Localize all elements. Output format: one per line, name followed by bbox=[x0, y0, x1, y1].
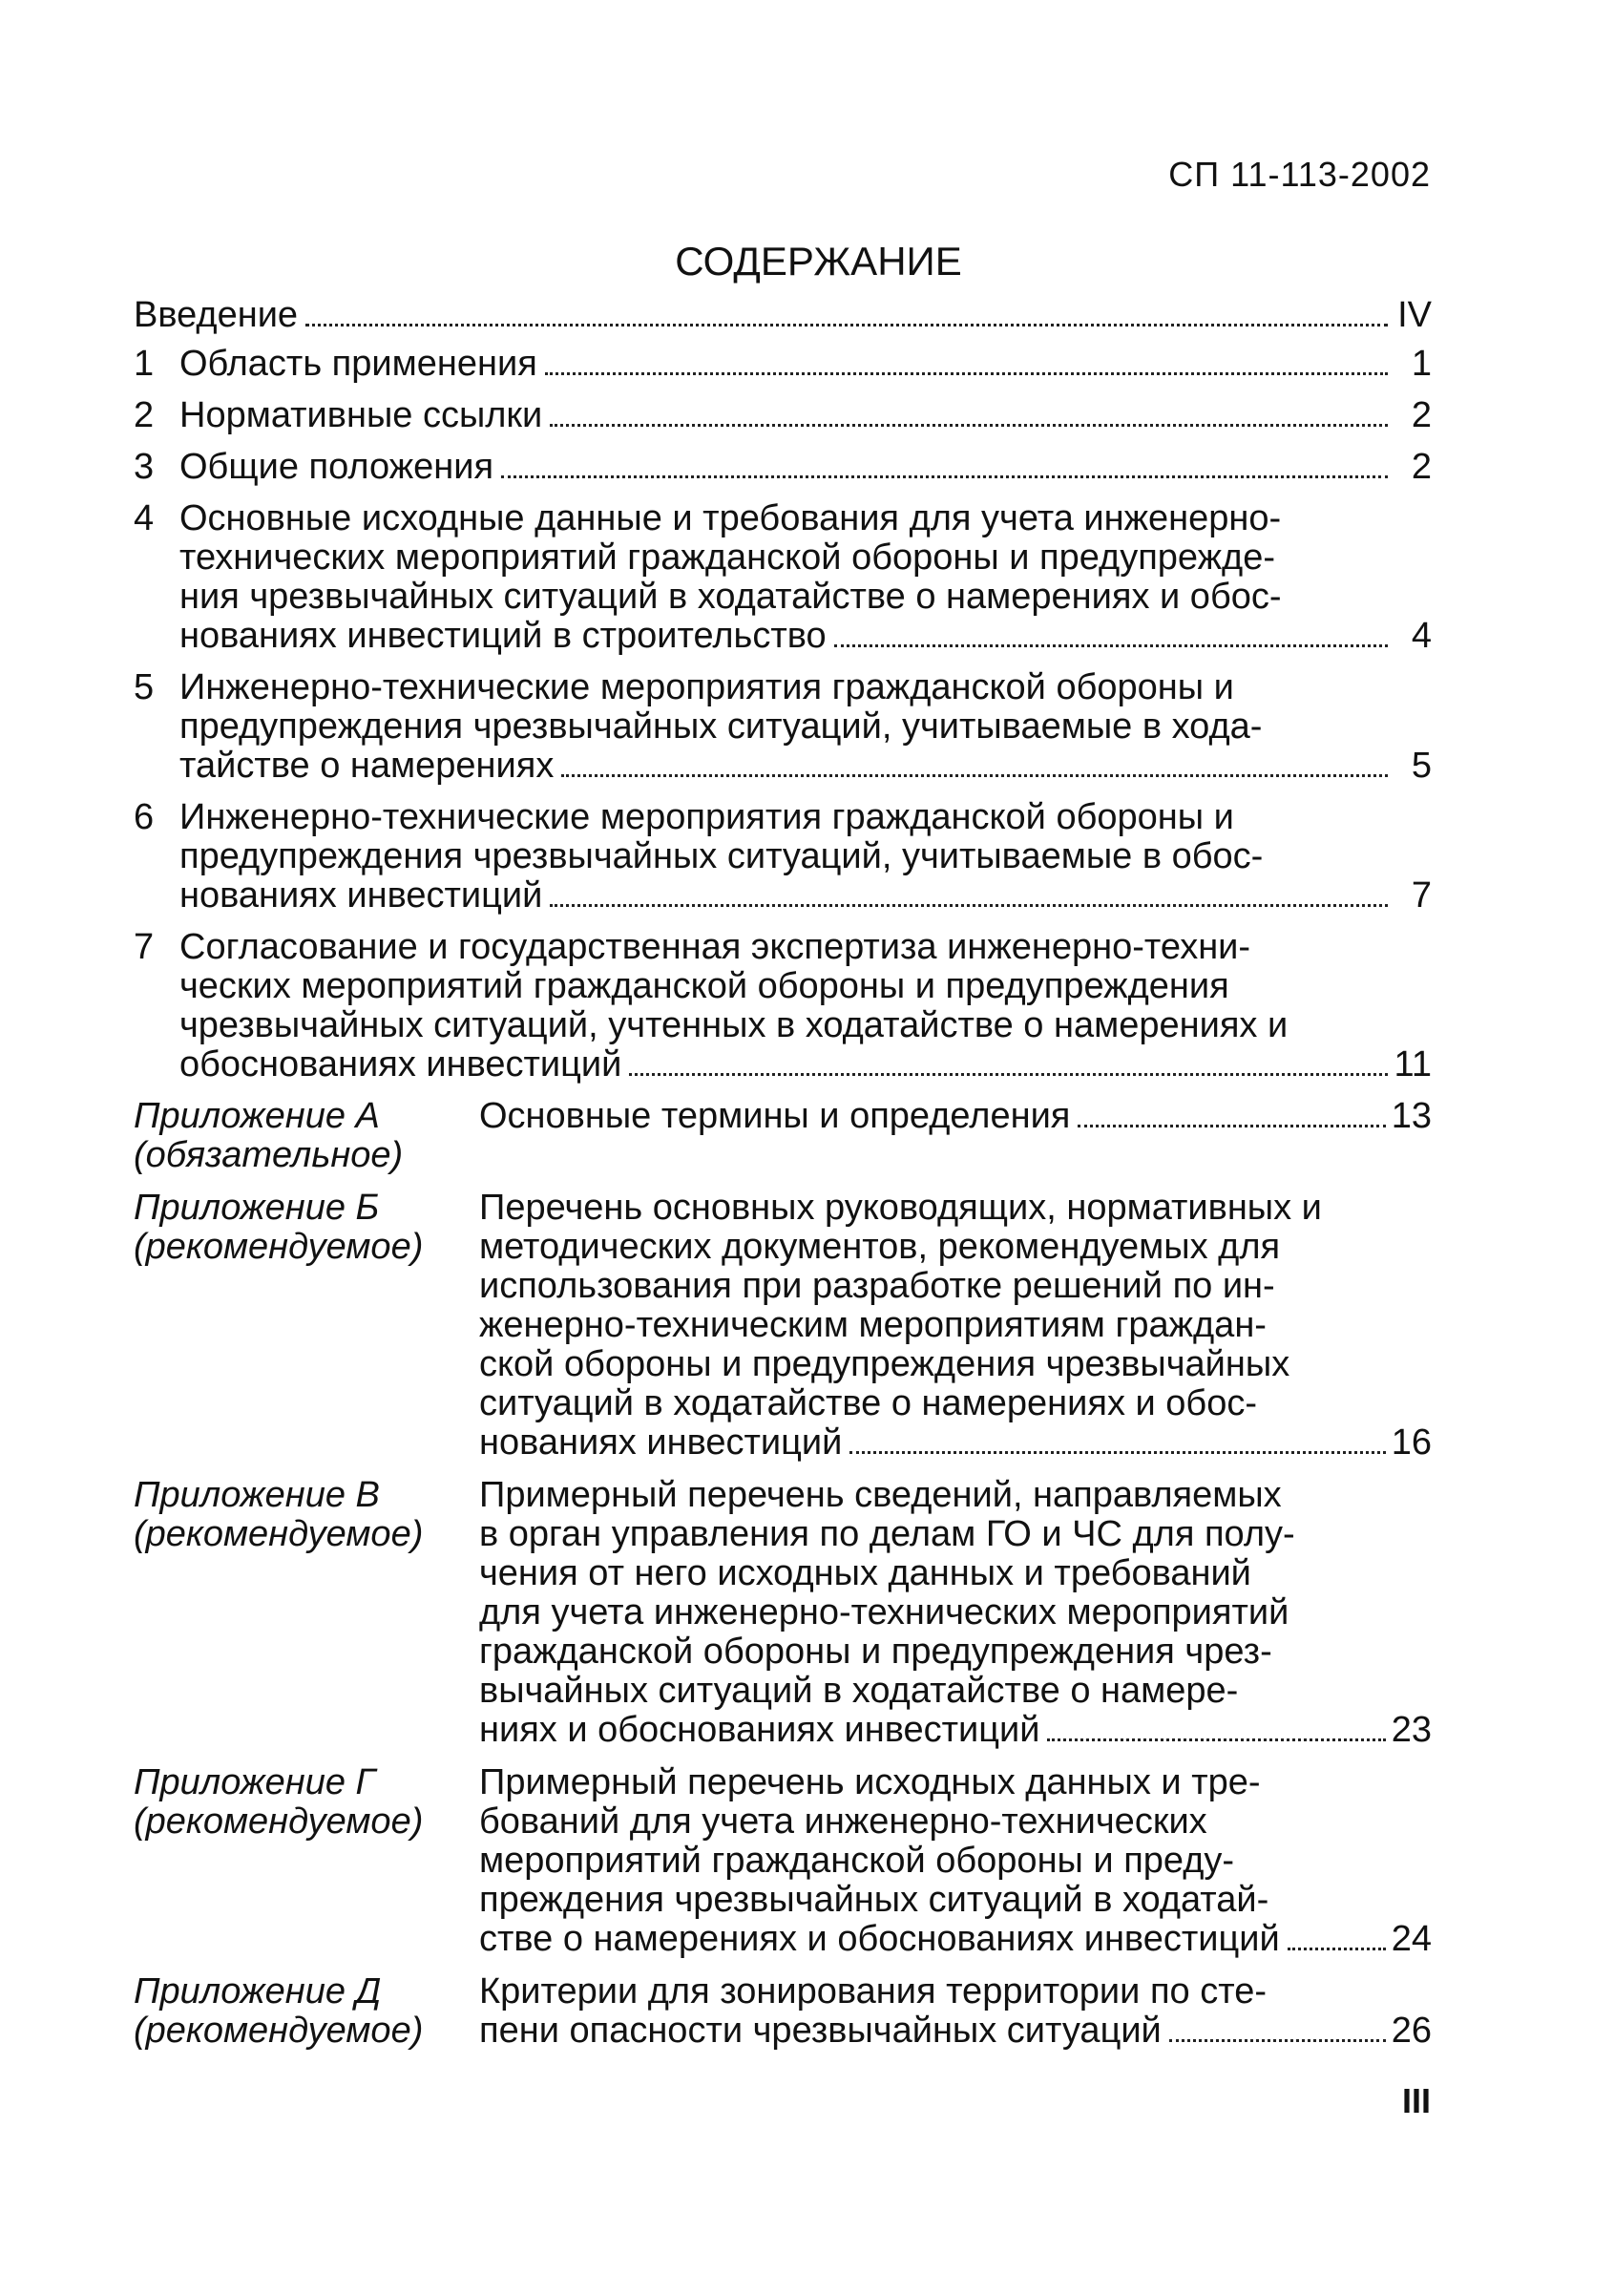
toc-line bbox=[479, 1384, 1432, 1423]
section-title bbox=[179, 499, 1432, 656]
toc-line bbox=[179, 967, 1432, 1006]
toc-entry-text: вычайных ситуаций в ходатайстве о намере- bbox=[479, 1671, 1239, 1711]
toc-entry-text: гражданской обороны и предупреждения чрез- bbox=[479, 1632, 1272, 1672]
toc-entry-appendix[interactable] bbox=[134, 1097, 1432, 1175]
toc-entry-text: преждения чрезвычайных ситуаций в ходатай- bbox=[479, 1880, 1269, 1920]
toc-entry-text: обоснованиях инвестиций bbox=[179, 1044, 622, 1085]
page-title: СОДЕРЖАНИЕ bbox=[675, 239, 962, 284]
appendix-name: Приложение Д bbox=[134, 1971, 382, 2012]
toc-page-number: 26 bbox=[1391, 2011, 1432, 2051]
toc-page-number: 4 bbox=[1411, 616, 1432, 656]
toc-line bbox=[479, 1672, 1432, 1711]
toc-line bbox=[179, 876, 1432, 916]
dot-leader bbox=[550, 904, 1388, 907]
dot-leader bbox=[1169, 2039, 1386, 2042]
appendix-title bbox=[479, 1972, 1432, 2051]
appendix-name: Приложение Г bbox=[134, 1762, 376, 1802]
toc-entry-section-6[interactable] bbox=[134, 798, 1432, 916]
toc-entry-appendix[interactable] bbox=[134, 1476, 1432, 1750]
toc-line bbox=[479, 1515, 1432, 1554]
toc-line bbox=[479, 1593, 1432, 1632]
section-number: 3 bbox=[134, 447, 155, 487]
section-number: 7 bbox=[134, 927, 155, 967]
dot-leader bbox=[834, 644, 1388, 647]
toc-entry-text: Нормативные ссылки bbox=[179, 395, 543, 435]
toc-entry-text: нованиях инвестиций bbox=[179, 875, 543, 916]
toc-entry-section-1[interactable] bbox=[134, 345, 1432, 384]
appendix-name: Приложение Б bbox=[134, 1188, 380, 1228]
toc-entry-text: Основные исходные данные и требования для учета инженерно- bbox=[179, 498, 1282, 538]
toc-entry-text: предупреждения чрезвычайных ситуаций, учитываемые в обос- bbox=[179, 836, 1264, 876]
toc-entry-text: ниях и обоснованиях инвестиций bbox=[479, 1710, 1040, 1750]
toc-entry-appendix[interactable] bbox=[134, 1763, 1432, 1959]
toc-line bbox=[179, 668, 1432, 707]
section-title bbox=[179, 396, 1432, 435]
toc-line bbox=[479, 1267, 1432, 1306]
toc-line bbox=[479, 1189, 1432, 1228]
toc-page-number: 7 bbox=[1411, 875, 1432, 916]
appendix-name: Приложение В bbox=[134, 1475, 380, 1515]
toc-entry-intro[interactable] bbox=[134, 296, 1432, 335]
toc-line bbox=[479, 1345, 1432, 1384]
toc-page-number: 24 bbox=[1391, 1919, 1432, 1959]
toc-entry-text: Инженерно-технические мероприятия гражданской обороны и bbox=[179, 797, 1234, 837]
toc-entry-text: Инженерно-технические мероприятия гражданской обороны и bbox=[179, 667, 1234, 707]
toc-line bbox=[179, 499, 1432, 538]
toc-entry-text: чрезвычайных ситуаций, учтенных в ходатайстве о намерениях и bbox=[179, 1005, 1289, 1045]
appendix-label bbox=[134, 1097, 479, 1175]
toc-line bbox=[479, 1423, 1432, 1463]
toc-entry-section-3[interactable] bbox=[134, 448, 1432, 487]
toc-line bbox=[479, 1097, 1432, 1136]
toc-entry-text: предупреждения чрезвычайных ситуаций, учитываемые в хода- bbox=[179, 706, 1263, 747]
toc-page-number: 11 bbox=[1394, 1044, 1432, 1085]
toc-entry-text: технических мероприятий гражданской обороны и предупрежде- bbox=[179, 537, 1276, 578]
dot-leader bbox=[501, 475, 1388, 478]
toc-entry-text: ской обороны и предупреждения чрезвычайных bbox=[479, 1344, 1290, 1384]
toc-line bbox=[179, 1045, 1432, 1085]
toc-line bbox=[179, 345, 1432, 384]
appendix-name: Приложение А bbox=[134, 1096, 380, 1136]
toc-line bbox=[179, 538, 1432, 578]
dot-leader bbox=[1047, 1738, 1385, 1741]
toc-line bbox=[479, 1554, 1432, 1593]
toc-sections bbox=[134, 345, 1432, 1085]
table-of-contents bbox=[134, 296, 1432, 2064]
section-number: 4 bbox=[134, 498, 155, 538]
appendix-status: (рекомендуемое) bbox=[134, 1227, 424, 1267]
toc-entry-text: Перечень основных руководящих, нормативных и bbox=[479, 1188, 1322, 1228]
toc-entry-text: для учета инженерно-технических мероприятий bbox=[479, 1592, 1289, 1632]
dot-leader bbox=[550, 424, 1388, 427]
toc-line bbox=[179, 448, 1432, 487]
section-title bbox=[179, 668, 1432, 786]
document-code: СП 11-113-2002 bbox=[1168, 155, 1431, 194]
toc-entry-text: женерно-техническим мероприятиям граждан- bbox=[479, 1305, 1267, 1345]
toc-line bbox=[479, 1476, 1432, 1515]
section-title bbox=[179, 928, 1432, 1085]
toc-entry-text: ситуаций в ходатайстве о намерениях и обос- bbox=[479, 1383, 1257, 1423]
toc-entry-text: бований для учета инженерно-технических bbox=[479, 1801, 1207, 1842]
toc-line bbox=[479, 1842, 1432, 1881]
section-title bbox=[179, 448, 1432, 487]
dot-leader bbox=[561, 774, 1388, 777]
appendix-label bbox=[134, 1476, 479, 1750]
toc-page-number: 2 bbox=[1411, 447, 1432, 487]
toc-line bbox=[479, 1763, 1432, 1802]
dot-leader bbox=[1078, 1125, 1385, 1127]
toc-page-number: 1 bbox=[1411, 344, 1432, 384]
toc-line bbox=[479, 1632, 1432, 1672]
toc-line bbox=[479, 1972, 1432, 2012]
toc-entry-text: пени опасности чрезвычайных ситуаций bbox=[479, 2011, 1162, 2051]
toc-line bbox=[479, 1881, 1432, 1920]
appendix-status: (обязательное) bbox=[134, 1135, 404, 1175]
toc-entry-text: ния чрезвычайных ситуаций в ходатайстве о намерениях и обос- bbox=[179, 577, 1282, 617]
appendix-title bbox=[479, 1476, 1432, 1750]
toc-line bbox=[479, 1711, 1432, 1750]
section-number: 2 bbox=[134, 395, 155, 435]
appendix-status: (рекомендуемое) bbox=[134, 1514, 424, 1554]
toc-entry-section-2[interactable] bbox=[134, 396, 1432, 435]
toc-entry-text: методических документов, рекомендуемых для bbox=[479, 1227, 1281, 1267]
appendix-label bbox=[134, 1972, 479, 2051]
toc-line bbox=[179, 707, 1432, 747]
toc-page-number: 16 bbox=[1391, 1422, 1432, 1463]
dot-leader bbox=[629, 1073, 1388, 1076]
toc-entry-text: чения от него исходных данных и требований bbox=[479, 1553, 1251, 1593]
toc-entry-text: стве о намерениях и обоснованиях инвестиций bbox=[479, 1919, 1280, 1959]
toc-entry-text: тайстве о намерениях bbox=[179, 746, 555, 786]
appendix-label bbox=[134, 1763, 479, 1959]
page-number: III bbox=[1401, 2081, 1431, 2120]
toc-line bbox=[479, 1228, 1432, 1267]
toc-entry-text: Примерный перечень исходных данных и тре- bbox=[479, 1762, 1261, 1802]
toc-page-number: 2 bbox=[1411, 395, 1432, 435]
toc-entry-text: Область применения bbox=[179, 344, 537, 384]
toc-page-number: 13 bbox=[1391, 1096, 1432, 1136]
toc-line bbox=[179, 928, 1432, 967]
toc-line bbox=[479, 1920, 1432, 1959]
toc-entry-text: нованиях инвестиций в строительство bbox=[179, 616, 827, 656]
toc-entry-text: нованиях инвестиций bbox=[479, 1422, 843, 1463]
toc-entry-section-7[interactable] bbox=[134, 928, 1432, 1085]
section-number: 1 bbox=[134, 344, 155, 384]
toc-entry-text: Согласование и государственная экспертиза инженерно-техни- bbox=[179, 927, 1251, 967]
toc-entry-text: Примерный перечень сведений, направляемых bbox=[479, 1475, 1282, 1515]
toc-line bbox=[479, 1306, 1432, 1345]
appendix-status: (рекомендуемое) bbox=[134, 1801, 424, 1842]
toc-entry-text: мероприятий гражданской обороны и преду- bbox=[479, 1841, 1235, 1881]
dot-leader bbox=[545, 372, 1388, 375]
dot-leader bbox=[305, 324, 1388, 326]
appendix-title bbox=[479, 1763, 1432, 1959]
toc-line bbox=[179, 617, 1432, 656]
toc-line bbox=[179, 747, 1432, 786]
dot-leader bbox=[849, 1451, 1385, 1454]
appendix-title bbox=[479, 1097, 1432, 1175]
toc-entry-section-5[interactable] bbox=[134, 668, 1432, 786]
toc-entry-text: Критерии для зонирования территории по сте- bbox=[479, 1971, 1267, 2012]
appendix-title bbox=[479, 1189, 1432, 1463]
toc-line bbox=[479, 1802, 1432, 1842]
dot-leader bbox=[1288, 1948, 1386, 1950]
toc-entry-text: Введение bbox=[134, 295, 299, 335]
section-number: 5 bbox=[134, 667, 155, 707]
toc-entry-text: Общие положения bbox=[179, 447, 494, 487]
toc-entry-text: в орган управления по делам ГО и ЧС для полу- bbox=[479, 1514, 1295, 1554]
toc-entry-appendix[interactable] bbox=[134, 1972, 1432, 2051]
toc-page-number: IV bbox=[1397, 295, 1432, 335]
appendix-label bbox=[134, 1189, 479, 1463]
toc-line bbox=[479, 2012, 1432, 2051]
toc-entry-section-4[interactable] bbox=[134, 499, 1432, 656]
section-title bbox=[179, 345, 1432, 384]
toc-entry-text: ческих мероприятий гражданской обороны и предупреждения bbox=[179, 966, 1229, 1006]
toc-page-number: 23 bbox=[1391, 1710, 1432, 1750]
appendix-status: (рекомендуемое) bbox=[134, 2011, 424, 2051]
toc-line bbox=[179, 837, 1432, 876]
toc-appendices bbox=[134, 1097, 1432, 2051]
toc-line bbox=[179, 798, 1432, 837]
section-number: 6 bbox=[134, 797, 155, 837]
toc-entry-text: Основные термины и определения bbox=[479, 1096, 1071, 1136]
toc-line bbox=[179, 578, 1432, 617]
toc-line bbox=[179, 396, 1432, 435]
toc-line bbox=[179, 1006, 1432, 1045]
toc-page-number: 5 bbox=[1411, 746, 1432, 786]
toc-line bbox=[134, 296, 1432, 335]
section-title bbox=[179, 798, 1432, 916]
toc-entry-appendix[interactable] bbox=[134, 1189, 1432, 1463]
toc-entry-text: использования при разработке решений по ин- bbox=[479, 1266, 1275, 1306]
